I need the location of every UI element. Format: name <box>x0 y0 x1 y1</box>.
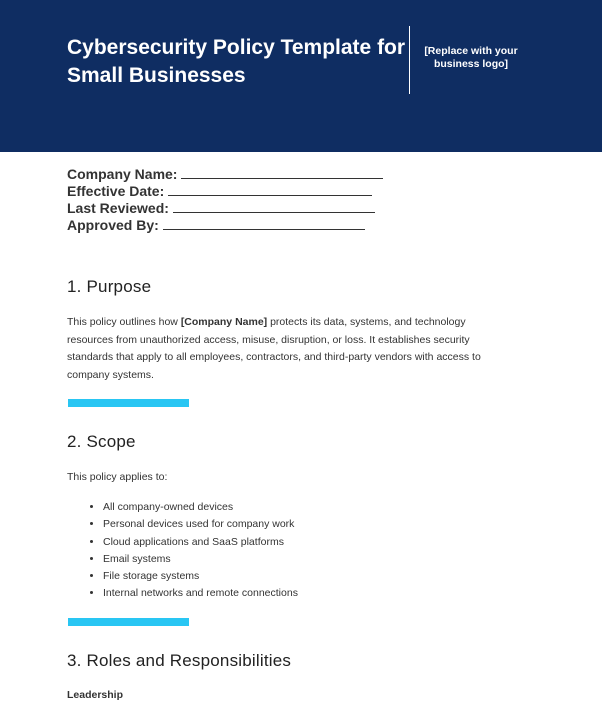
list-item: • Personal devices used for company work <box>103 516 298 533</box>
purpose-text-after: protects its data, systems, and technology resources from unauthorized access, misuse, disruption, or loss. It establishes security standards that apply to all employees, contractors, and third-party vendors with access to company systems. <box>67 316 481 381</box>
document-header <box>0 0 602 152</box>
approved-by-label: Approved By: <box>67 217 159 233</box>
roles-heading: 3. Roles and Responsibilities <box>67 651 292 670</box>
purpose-paragraph <box>67 314 507 384</box>
list-item: • All company-owned devices <box>103 499 298 516</box>
section-accent-bar <box>68 618 189 626</box>
list-item: • Email systems <box>103 551 298 568</box>
last-reviewed-label: Last Reviewed: <box>67 200 169 216</box>
purpose-heading: 1. Purpose <box>67 277 152 296</box>
document-title: Cybersecurity Policy Template for Small Businesses <box>67 36 406 87</box>
logo-placeholder: [Replace with your business logo] <box>424 45 518 70</box>
company-name-label: Company Name: <box>67 166 178 182</box>
last-reviewed-row <box>67 200 383 217</box>
purpose-text-before: This policy outlines how <box>67 316 181 328</box>
section-accent-bar <box>68 399 189 407</box>
leadership-subheading: Leadership <box>67 689 124 701</box>
effective-date-label: Effective Date: <box>67 183 165 199</box>
list-item: • Internal networks and remote connections <box>103 585 298 602</box>
effective-date-row <box>67 183 383 200</box>
scope-intro: This policy applies to: <box>67 471 168 483</box>
header-divider <box>409 26 410 94</box>
effective-date-blank <box>168 183 372 196</box>
approved-by-row <box>67 217 383 234</box>
document-metadata <box>67 166 383 234</box>
list-item: • File storage systems <box>103 568 298 585</box>
approved-by-blank <box>163 217 365 230</box>
company-name-blank <box>181 166 383 179</box>
company-name-placeholder: [Company Name] <box>180 316 268 328</box>
scope-list <box>67 499 298 603</box>
last-reviewed-blank <box>173 200 375 213</box>
list-item: • Cloud applications and SaaS platforms <box>103 534 298 551</box>
company-name-row <box>67 166 383 183</box>
scope-heading: 2. Scope <box>67 432 136 451</box>
